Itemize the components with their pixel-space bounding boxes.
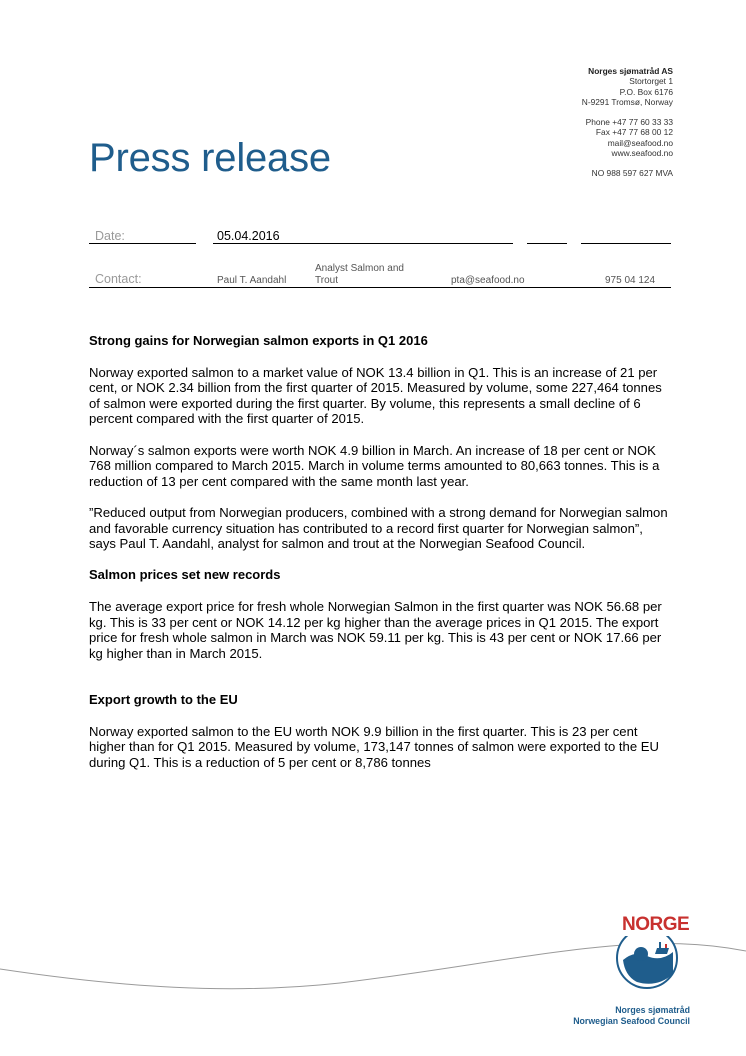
website-line[interactable]: www.seafood.no (611, 148, 673, 159)
date-extra-underline (527, 243, 567, 244)
address-line: Stortorget 1 (629, 76, 673, 87)
paragraph: ”Reduced output from Norwegian producers, combined with a strong demand for Norwegian salmon and favorable currency situation has contributed to a record first quarter for Norwegian salmon”, says Paul T. Aandahl, analyst for salmon and trout at the Norwegian Seafood Council. (89, 504, 668, 552)
paragraph: The average export price for fresh whole Norwegian Salmon in the first quarter was NOK 56.68 per kg. This is 33 per cent or NOK 14.12 per kg higher than the average prices in Q1 2015. The export price for fresh whole salmon in March was NOK 59.11 per kg. This is 43 per cent or NOK 17.66 per kg higher than in March 2015. (89, 598, 662, 661)
footer-org-name-no: Norges sjømatråd (615, 1005, 690, 1015)
contact-role (315, 263, 404, 287)
article-body (89, 333, 669, 786)
footer-org-name (573, 1005, 690, 1027)
date-label-underline (89, 243, 196, 244)
section-heading: Strong gains for Norwegian salmon exports in Q1 2016 (89, 333, 428, 348)
contact-name: Paul T. Aandahl (217, 275, 287, 286)
address-line: P.O. Box 6176 (619, 86, 673, 97)
email-line[interactable]: mail@seafood.no (607, 137, 673, 148)
fax-line: Fax +47 77 68 00 12 (595, 127, 673, 138)
contact-role-line: Analyst Salmon and (315, 263, 404, 274)
company-address-block (582, 66, 673, 179)
section-heading: Salmon prices set new records (89, 567, 281, 583)
page-title: Press release (89, 136, 331, 180)
contact-email[interactable]: pta@seafood.no (451, 275, 525, 286)
address-line: N-9291 Tromsø, Norway (581, 96, 673, 107)
contact-role-line: Trout (315, 275, 338, 286)
phone-line: Phone +47 77 60 33 33 (585, 117, 673, 128)
date-value: 05.04.2016 (217, 229, 280, 243)
paragraph: Norway exported salmon to a market value of NOK 13.4 billion in Q1. This is an increase of 21 per cent, or NOK 2.34 billion from the first quarter of 2015. Measured by volume, some 227,464 tonnes of salmon were exported during the first quarter. By volume, this represents a small decline of 6 percent compared with the first quarter of 2015. (89, 364, 662, 427)
contact-underline (89, 287, 671, 288)
date-label: Date: (95, 229, 125, 243)
contact-phone: 975 04 124 (605, 275, 656, 286)
paragraph: Norway´s salmon exports were worth NOK 4.9 billion in March. An increase of 18 per cent or NOK 768 million compared to March 2015. March in volume terms amounted to 80,663 tonnes. This is a reduction of 13 per cent compared with the same month last year. (89, 442, 660, 489)
norge-logo-text: NORGE (622, 914, 690, 935)
paragraph: Norway exported salmon to the EU worth NOK 9.9 billion in the first quarter. This is 23 per cent higher than for Q1 2015. Measured by volume, 173,147 tonnes of salmon were exported to the EU during Q1. This is a reduction of 5 per cent or 8,786 tonnes (89, 723, 659, 771)
date-extra-underline (581, 243, 671, 244)
section-heading: Export growth to the EU (89, 692, 238, 708)
footer-org-name-en: Norwegian Seafood Council (573, 1016, 690, 1026)
org-number: NO 988 597 627 MVA (591, 168, 673, 179)
contact-label: Contact: (95, 272, 142, 286)
date-value-underline (213, 243, 513, 244)
company-name: Norges sjømatråd AS (588, 66, 673, 76)
